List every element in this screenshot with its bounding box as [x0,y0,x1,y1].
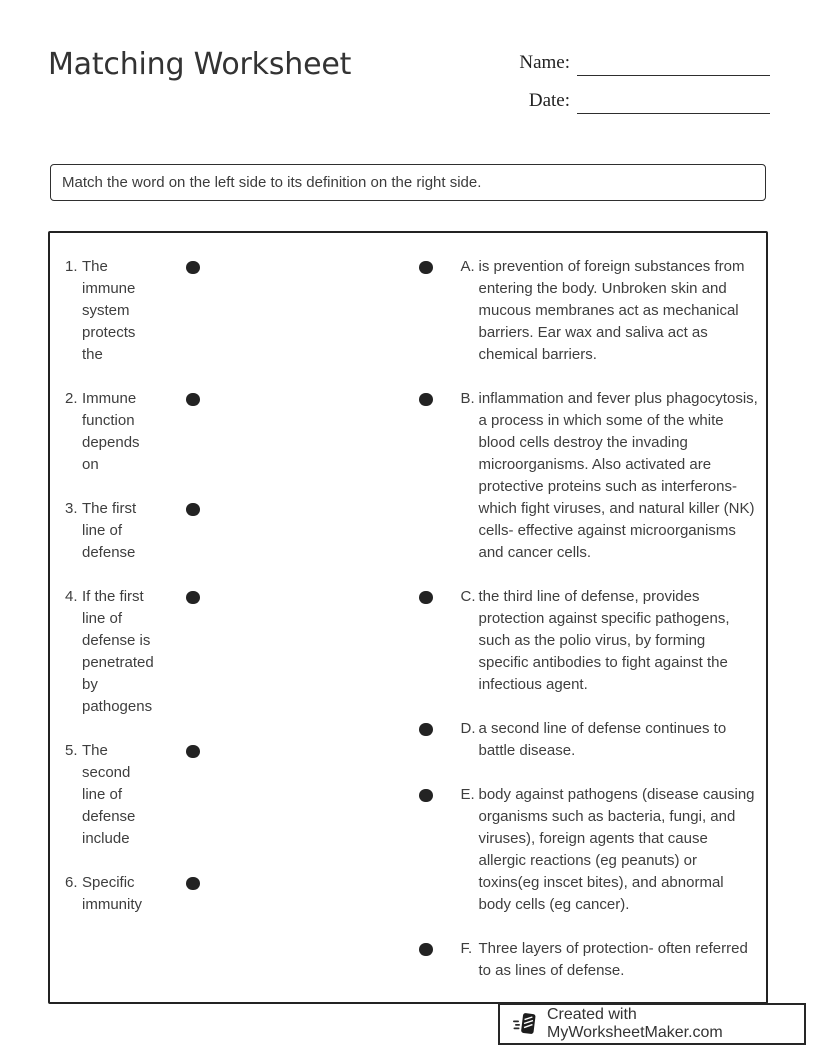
right-item-letter: C. [460,588,476,605]
footer-credit [498,1003,806,1045]
match-dot-left[interactable] [186,591,200,605]
right-item-letter: A. [460,258,475,275]
left-item-text: The second line of defense include [82,742,136,847]
match-dot-right[interactable] [419,789,433,803]
match-dot-left[interactable] [186,503,200,517]
page-title: Matching Worksheet [48,47,352,82]
right-item-text: is prevention of foreign substances from entering the body. Unbroken skin and mucous membranes act as mechanical barriers. Ear wax and saliva act as chemical barriers. [478,258,745,363]
match-dot-right[interactable] [419,261,433,275]
right-item [419,586,759,696]
match-dot-left[interactable] [186,877,200,891]
date-blank-line[interactable] [577,113,770,114]
matching-area [48,231,768,1004]
right-item-text: the third line of defense, provides protection against specific pathogens, such as the polio virus, by forming specific antibodies to fight against the infectious agent. [478,588,730,693]
left-item-number: 5. [65,742,78,759]
left-item [65,872,215,916]
right-item-letter: F. [460,940,473,957]
left-item-text: The first line of defense [82,500,137,561]
match-dot-right[interactable] [419,723,433,737]
right-item [419,938,759,982]
left-item-text: Specific immunity [82,874,143,913]
left-item [65,740,215,850]
date-label: Date: [528,90,570,111]
match-dot-left[interactable] [186,393,200,407]
left-item-number: 6. [65,874,78,891]
right-item-letter: E. [460,786,475,803]
instruction-text: Match the word on the left side to its definition on the right side. [62,174,482,191]
match-dot-left[interactable] [186,745,200,759]
right-item-text: body against pathogens (disease causing organisms such as bacteria, fungi, and viruses), foreign agents that cause allergic reactions (eg peanuts) or toxins(eg inscet bites), and abnormal body cells (eg cancer). [478,786,755,913]
left-item-text: If the first line of defense is penetrated by pathogens [82,588,154,715]
right-item-text: a second line of defense continues to battle disease. [478,720,727,759]
right-item-letter: D. [460,720,476,737]
left-item-text: Immune function depends on [82,390,140,473]
footer-text: Created with MyWorksheetMaker.com [547,1006,723,1041]
left-item [65,256,215,366]
right-item-text: Three layers of protection- often referred to as lines of defense. [478,940,748,979]
match-dot-right[interactable] [419,591,433,605]
left-item-number: 2. [65,390,78,407]
left-item [65,388,215,476]
match-dot-right[interactable] [419,393,433,407]
right-item [419,256,759,366]
right-item [419,388,759,564]
left-item-number: 4. [65,588,78,605]
left-column [65,256,215,916]
match-dot-right[interactable] [419,943,433,957]
right-item [419,718,759,762]
match-dot-left[interactable] [186,261,200,275]
left-item [65,586,215,718]
left-item-number: 1. [65,258,78,275]
right-item-letter: B. [460,390,475,407]
name-label: Name: [519,52,570,73]
left-item-number: 3. [65,500,78,517]
right-item-text: inflammation and fever plus phagocytosis, a process in which some of the white blood cells destroy the invading microorganisms. Also activated are protective proteins such as interferons- which fight viruses, and natural killer (NK) cells- effective against microorganisms and cancer cells. [478,390,758,561]
left-item [65,498,215,564]
name-blank-line[interactable] [577,75,770,76]
instruction-box [50,164,766,201]
left-item-text: The immune system protects the [82,258,136,363]
right-column [419,256,759,982]
myworksheetmaker-logo-icon [512,1011,539,1038]
right-item [419,784,759,916]
